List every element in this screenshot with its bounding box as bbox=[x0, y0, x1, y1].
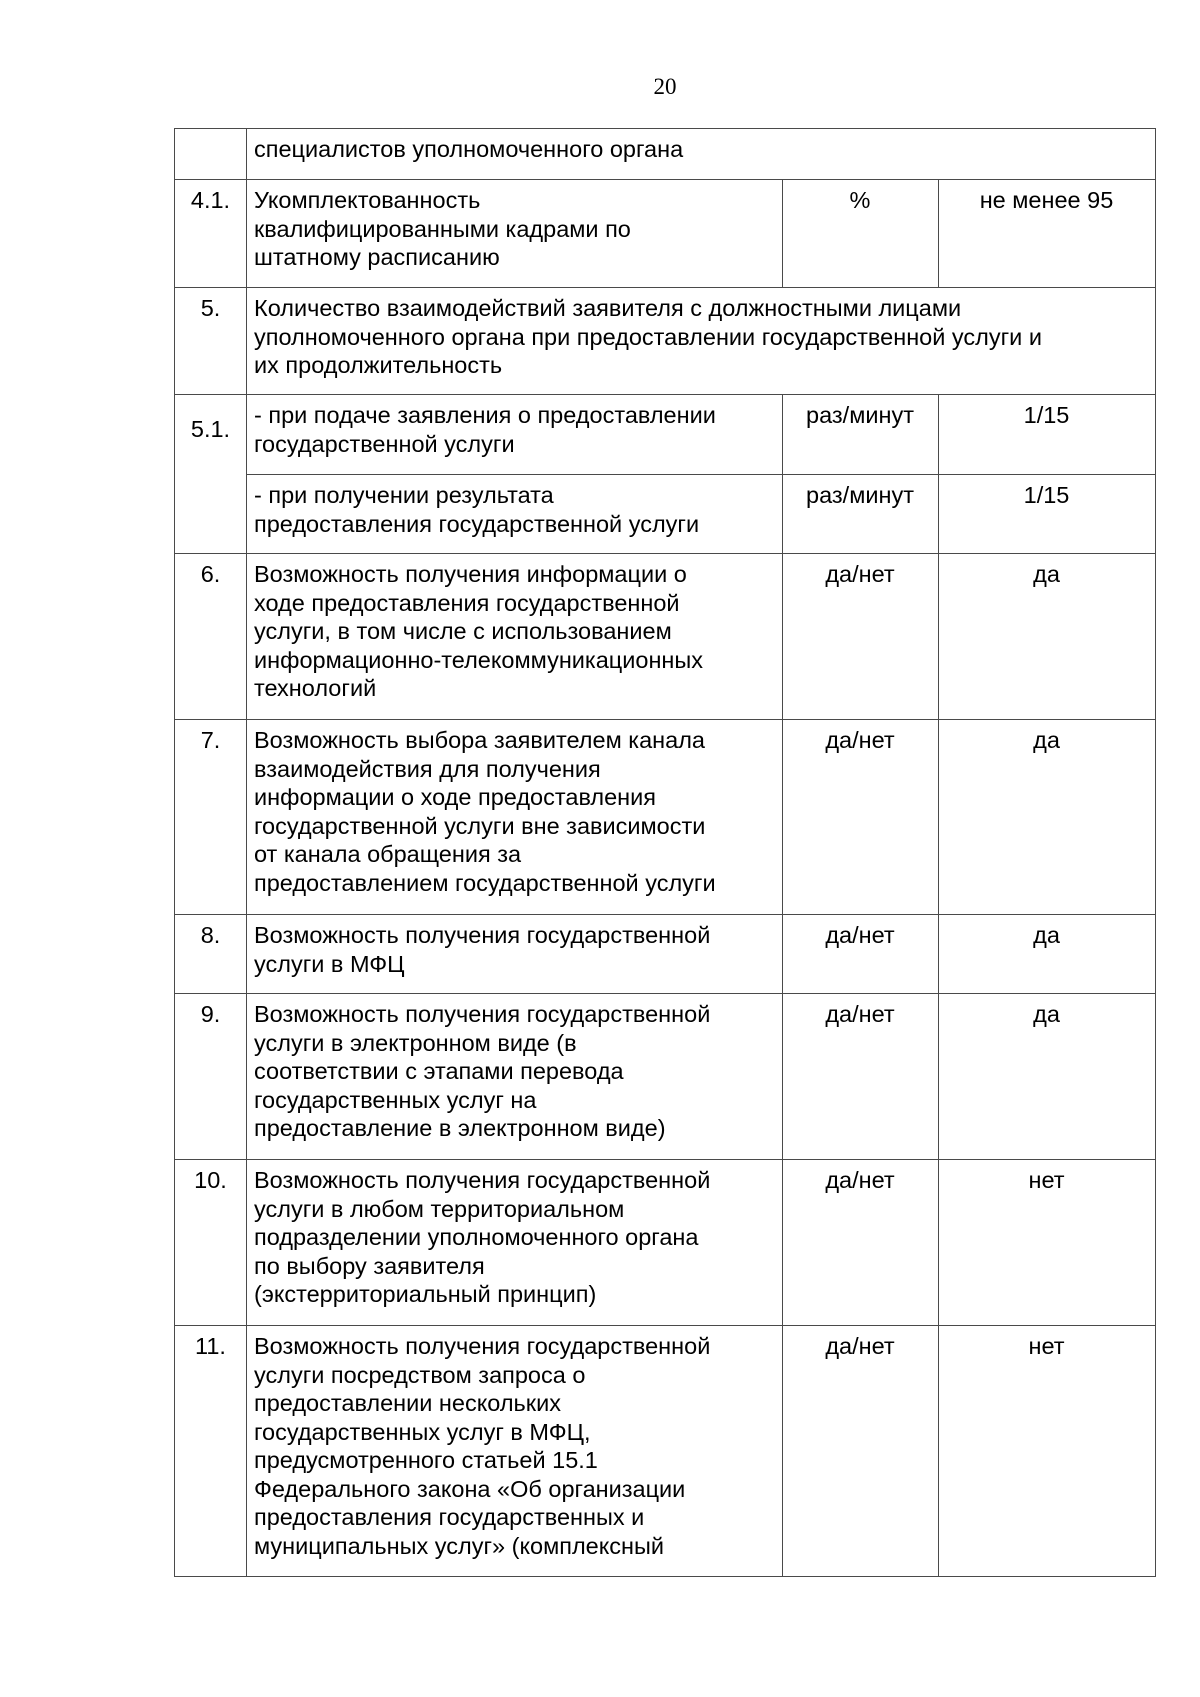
row-description: Возможность получения государственной услуги в электронном виде (в соответствии с этапами перевода государственных услуг на предоставление в электронном виде) bbox=[247, 994, 783, 1160]
row-unit: да/нет bbox=[783, 1160, 939, 1326]
row-unit: раз/минут bbox=[783, 395, 939, 475]
row-unit: да/нет bbox=[783, 915, 939, 994]
row-description: Возможность получения государственной услуги в МФЦ bbox=[247, 915, 783, 994]
row-value: нет bbox=[939, 1326, 1156, 1577]
row-value: да bbox=[939, 720, 1156, 915]
table-row bbox=[175, 475, 1156, 554]
table-row bbox=[175, 288, 1156, 395]
row-number: 10. bbox=[175, 1160, 247, 1326]
row-number: 6. bbox=[175, 554, 247, 720]
row-description: Возможность получения государственной услуги в любом территориальном подразделении уполномоченного органа по выбору заявителя (экстерриториальный принцип) bbox=[247, 1160, 783, 1326]
row-value: да bbox=[939, 994, 1156, 1160]
row-number: 5. bbox=[175, 288, 247, 395]
row-value: да bbox=[939, 915, 1156, 994]
table-row bbox=[175, 720, 1156, 915]
indicators-table bbox=[174, 128, 1156, 1577]
row-number: 4.1. bbox=[175, 180, 247, 288]
row-value: да bbox=[939, 554, 1156, 720]
row-description: Возможность получения информации о ходе предоставления государственной услуги, в том числе с использованием информационно-телекоммуникационных технологий bbox=[247, 554, 783, 720]
row-number: 8. bbox=[175, 915, 247, 994]
row-unit: да/нет bbox=[783, 994, 939, 1160]
row-number: 11. bbox=[175, 1326, 247, 1577]
row-description: Возможность получения государственной услуги посредством запроса о предоставлении нескольких государственных услуг в МФЦ, предусмотренного статьей 15.1 Федерального закона «Об организации предоставления государственных и муниципальных услуг» (комплексный bbox=[247, 1326, 783, 1577]
row-description: - при получении результата предоставления государственной услуги bbox=[247, 475, 783, 554]
page-number: 20 bbox=[653, 74, 677, 99]
row-unit: % bbox=[783, 180, 939, 288]
row-unit: да/нет bbox=[783, 1326, 939, 1577]
row-value: 1/15 bbox=[939, 475, 1156, 554]
row-number: 9. bbox=[175, 994, 247, 1160]
table-row bbox=[175, 129, 1156, 180]
row-number bbox=[175, 129, 247, 180]
table-row bbox=[175, 554, 1156, 720]
row-number: 5.1. bbox=[175, 395, 247, 554]
table-row bbox=[175, 1160, 1156, 1326]
row-unit: да/нет bbox=[783, 720, 939, 915]
table-row bbox=[175, 915, 1156, 994]
table-row bbox=[175, 180, 1156, 288]
row-value: нет bbox=[939, 1160, 1156, 1326]
table-row bbox=[175, 395, 1156, 475]
row-description: Укомплектованность квалифицированными кадрами по штатному расписанию bbox=[247, 180, 783, 288]
table-row bbox=[175, 994, 1156, 1160]
row-description: Количество взаимодействий заявителя с должностными лицами уполномоченного органа при предоставлении государственной услуги и их продолжительность bbox=[247, 288, 1156, 395]
row-value: не менее 95 bbox=[939, 180, 1156, 288]
row-unit: раз/минут bbox=[783, 475, 939, 554]
row-value: 1/15 bbox=[939, 395, 1156, 475]
row-description: Возможность выбора заявителем канала взаимодействия для получения информации о ходе предоставления государственной услуги вне зависимости от канала обращения за предоставлением государственной услуги bbox=[247, 720, 783, 915]
row-description: специалистов уполномоченного органа bbox=[247, 129, 1156, 180]
table-row bbox=[175, 1326, 1156, 1577]
row-description: - при подаче заявления о предоставлении государственной услуги bbox=[247, 395, 783, 475]
row-number: 7. bbox=[175, 720, 247, 915]
row-unit: да/нет bbox=[783, 554, 939, 720]
